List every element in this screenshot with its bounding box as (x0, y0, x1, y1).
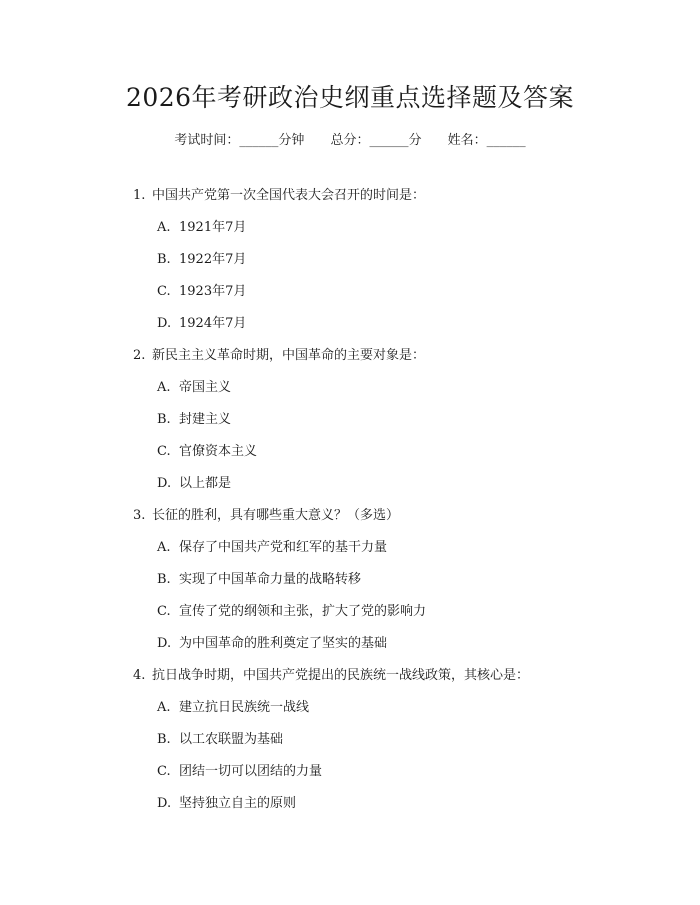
option-letter: A. (157, 540, 171, 555)
question-text: 中国共产党第一次全国代表大会召开的时间是： (152, 188, 426, 203)
option-text: 实现了中国革命力量的战略转移 (179, 572, 362, 587)
option-letter: C. (157, 284, 171, 299)
question-3 (133, 506, 613, 538)
exam-time-field: 考试时间：______分钟 (174, 133, 305, 148)
option-text: 以上都是 (179, 476, 232, 491)
exam-meta (0, 130, 700, 152)
option-letter: A. (157, 380, 171, 395)
option-letter: A. (157, 220, 171, 235)
question-number: 1. (133, 188, 146, 203)
option-3b (133, 570, 613, 602)
question-1 (133, 186, 613, 218)
option-3d (133, 634, 613, 666)
page-title: 2026年考研政治史纲重点选择题及答案 (125, 83, 575, 112)
option-letter: C. (157, 444, 171, 459)
option-letter: B. (157, 412, 171, 427)
option-text: 保存了中国共产党和红军的基干力量 (179, 540, 388, 555)
option-4d (133, 794, 613, 826)
option-letter: B. (157, 572, 171, 587)
question-list (133, 186, 613, 826)
option-text: 1922年7月 (179, 252, 247, 267)
option-text: 1923年7月 (179, 284, 247, 299)
question-number: 3. (133, 508, 146, 523)
option-text: 帝国主义 (179, 380, 232, 395)
option-1d (133, 314, 613, 346)
option-text: 官僚资本主义 (179, 444, 258, 459)
option-2b (133, 410, 613, 442)
option-1a (133, 218, 613, 250)
name-field: 姓名：______ (447, 133, 526, 148)
option-4c (133, 762, 613, 794)
question-4 (133, 666, 613, 698)
option-2a (133, 378, 613, 410)
option-3a (133, 538, 613, 570)
total-score-field: 总分：______分 (330, 133, 422, 148)
option-text: 以工农联盟为基础 (179, 732, 284, 747)
question-number: 4. (133, 668, 146, 683)
option-text: 宣传了党的纲领和主张，扩大了党的影响力 (179, 604, 427, 619)
option-text: 坚持独立自主的原则 (179, 796, 297, 811)
option-4b (133, 730, 613, 762)
option-text: 1924年7月 (179, 316, 247, 331)
question-number: 2. (133, 348, 146, 363)
option-letter: C. (157, 764, 171, 779)
option-letter: D. (157, 636, 172, 651)
option-text: 建立抗日民族统一战线 (179, 700, 310, 715)
option-1c (133, 282, 613, 314)
option-4a (133, 698, 613, 730)
question-text: 抗日战争时期，中国共产党提出的民族统一战线政策，其核心是： (152, 668, 530, 683)
option-letter: B. (157, 732, 171, 747)
option-letter: D. (157, 476, 172, 491)
option-letter: A. (157, 700, 171, 715)
option-2c (133, 442, 613, 474)
question-text: 长征的胜利，具有哪些重大意义？（多选） (152, 508, 400, 523)
option-2d (133, 474, 613, 506)
option-text: 封建主义 (179, 412, 232, 427)
option-text: 1921年7月 (179, 220, 247, 235)
option-text: 团结一切可以团结的力量 (179, 764, 323, 779)
question-text: 新民主主义革命时期，中国革命的主要对象是： (152, 348, 426, 363)
option-1b (133, 250, 613, 282)
option-letter: D. (157, 796, 172, 811)
option-3c (133, 602, 613, 634)
question-2 (133, 346, 613, 378)
option-letter: C. (157, 604, 171, 619)
option-letter: B. (157, 252, 171, 267)
option-text: 为中国革命的胜利奠定了坚实的基础 (179, 636, 388, 651)
option-letter: D. (157, 316, 172, 331)
